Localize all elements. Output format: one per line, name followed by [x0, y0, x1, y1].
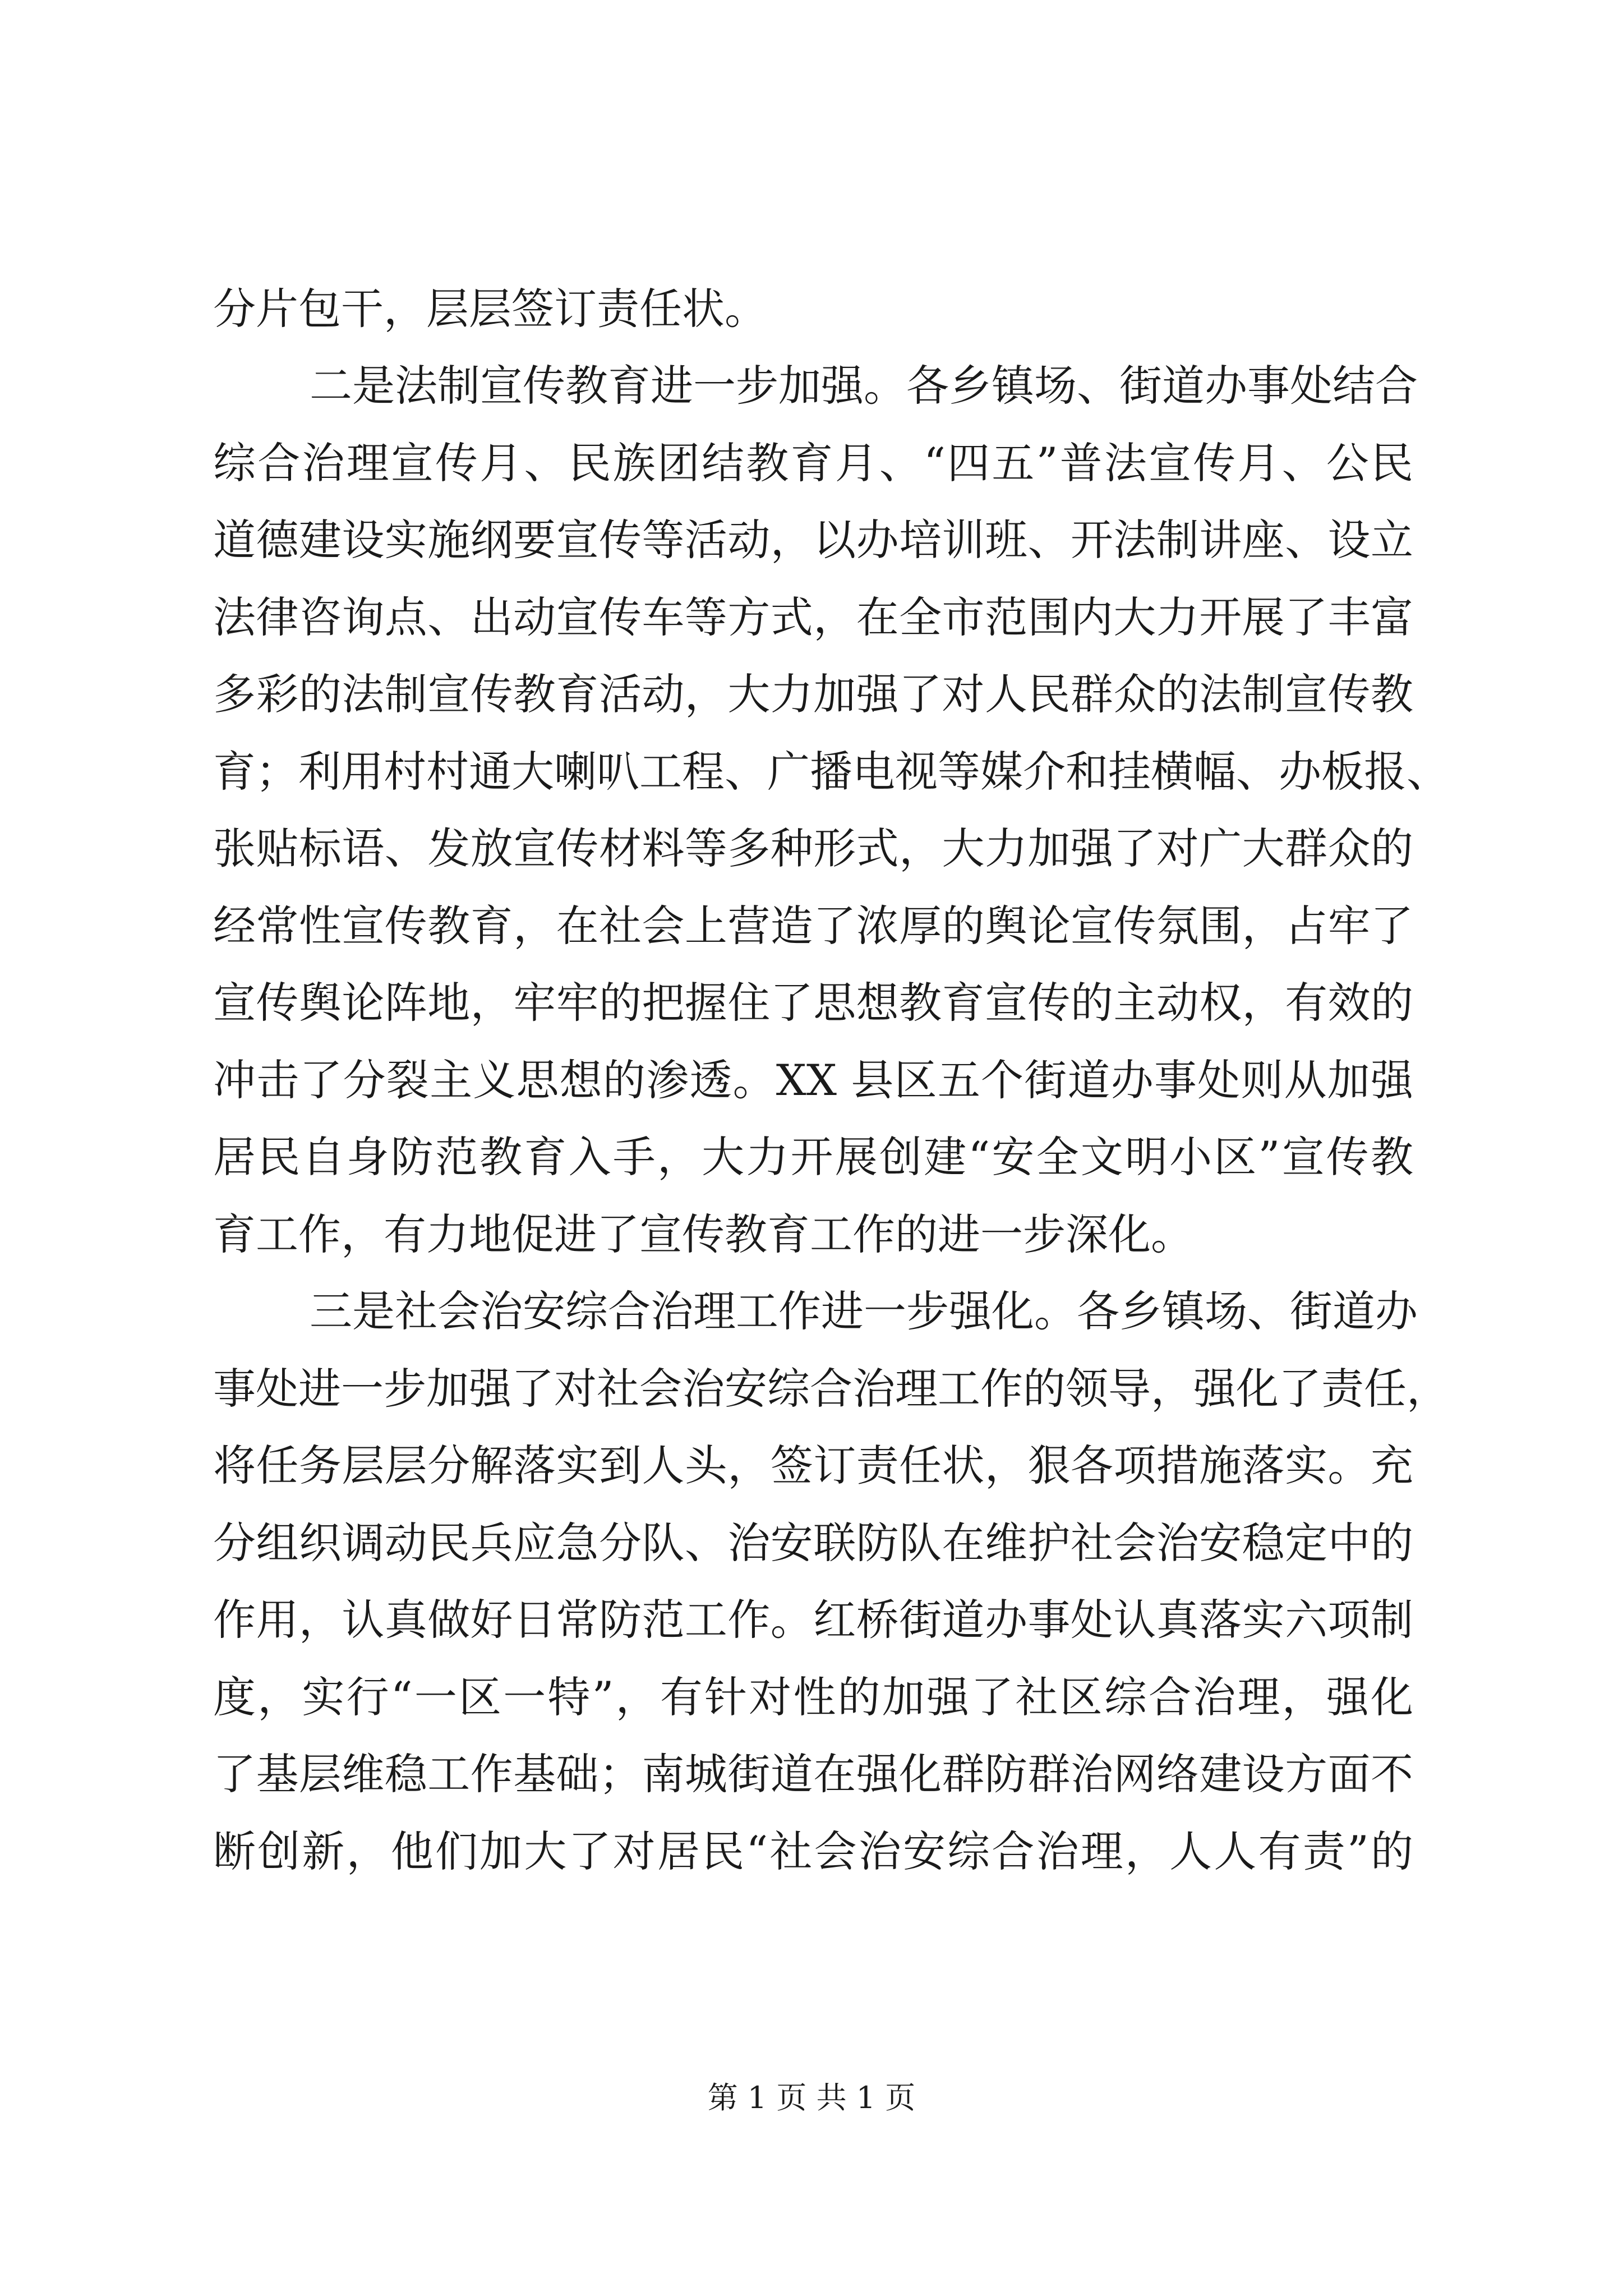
text-line: 将任务层层分解落实到人头，签订责任状，狠各项措施落实。充 — [213, 1441, 1413, 1490]
text-line: 经常性宣传教育，在社会上营造了浓厚的舆论宣传氛围，占牢了 — [213, 901, 1413, 951]
text-line: 分组织调动民兵应急分队、治安联防队在维护社会治安稳定中的 — [213, 1518, 1413, 1568]
text-line: 育工作，有力地促进了宣传教育工作的进一步深化。 — [213, 1209, 1193, 1259]
text-line: 事处进一步加强了对社会治安综合治理工作的领导，强化了责任， — [213, 1364, 1449, 1414]
text-line: 道德建设实施纲要宣传等活动，以办培训班、开法制讲座、设立 — [213, 515, 1413, 565]
text-line: 断创新，他们加大了对居民“社会治安综合治理，人人有责”的 — [213, 1826, 1413, 1876]
text-line: 多彩的法制宣传教育活动，大力加强了对人民群众的法制宣传教 — [213, 669, 1413, 719]
text-line: 法律咨询点、出动宣传车等方式，在全市范围内大力开展了丰富 — [213, 592, 1413, 642]
text-line: 作用，认真做好日常防范工作。红桥街道办事处认真落实六项制 — [213, 1595, 1413, 1645]
text-line: 张贴标语、发放宣传材料等多种形式，大力加强了对广大群众的 — [213, 823, 1413, 873]
text-line: 居民自身防范教育入手，大力开展创建“安全文明小区”宣传教 — [213, 1132, 1413, 1182]
page-number-footer: 第 1 页 共 1 页 — [707, 2080, 916, 2115]
text-line: 度，实行“一区一特”，有针对性的加强了社区综合治理，强化 — [213, 1672, 1413, 1722]
text-line: 宣传舆论阵地，牢牢的把握住了思想教育宣传的主动权，有效的 — [213, 978, 1413, 1028]
paragraph-first-line: 二是法制宣传教育进一步加强。各乡镇场、街道办事处结合 — [310, 361, 1418, 411]
text-line: 育；利用村村通大喇叭工程、广播电视等媒介和挂横幅、办板报、 — [213, 747, 1449, 797]
text-line: 了基层维稳工作基础；南城街道在强化群防群治网络建设方面不 — [213, 1749, 1413, 1799]
paragraph-first-line: 三是社会治安综合治理工作进一步强化。各乡镇场、街道办 — [310, 1286, 1418, 1336]
text-line: 冲击了分裂主义思想的渗透。XX 县区五个街道办事处则从加强 — [213, 1055, 1413, 1105]
text-line: 综合治理宣传月、民族团结教育月、“四五”普法宣传月、公民 — [213, 438, 1413, 488]
text-line: 分片包干，层层签订责任状。 — [213, 284, 767, 334]
